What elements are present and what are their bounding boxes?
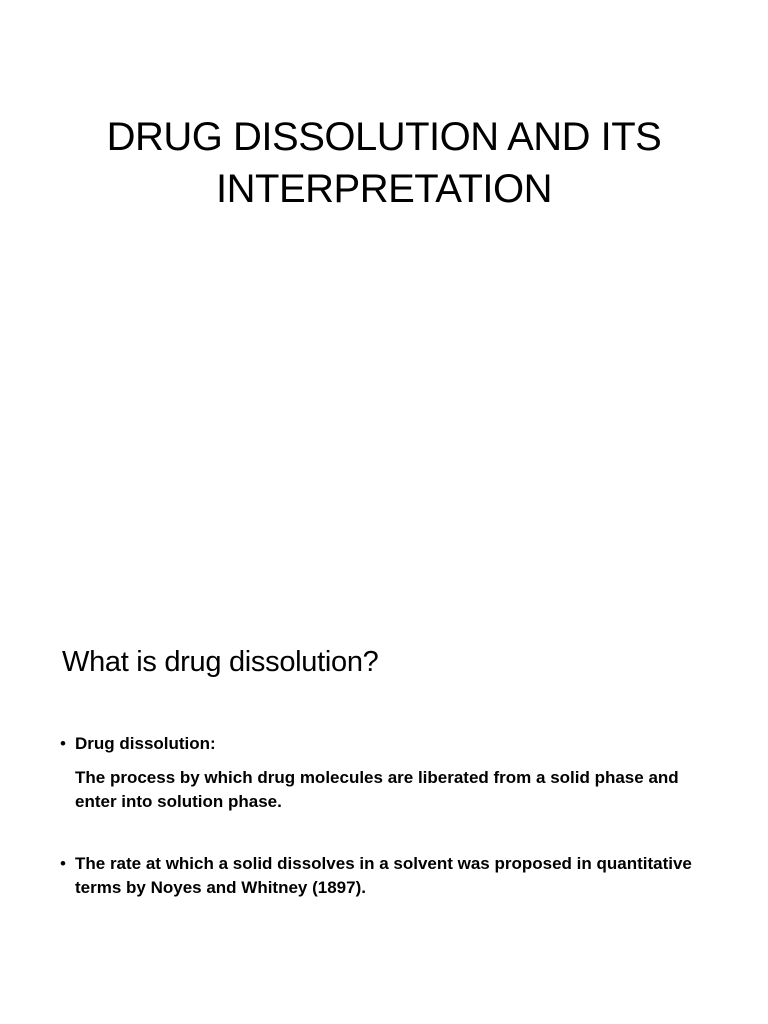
bullet-item-noyes-whitney <box>58 852 698 900</box>
bullet-list <box>58 732 698 900</box>
slide-title-line-1: DRUG DISSOLUTION AND ITS <box>106 114 662 159</box>
slide-title <box>60 111 708 215</box>
bullet-label: Drug dissolution: <box>75 734 216 753</box>
slide-title-line-2: INTERPRETATION <box>216 166 552 211</box>
slide-heading: What is drug dissolution? <box>62 646 379 678</box>
bullet-icon: • <box>60 854 66 873</box>
bullet-description: The process by which drug molecules are liberated from a solid phase and enter into solution phase. <box>75 768 679 811</box>
bullet-item-definition <box>58 732 698 814</box>
bullet-icon: • <box>60 734 66 753</box>
content-slide <box>0 576 768 1024</box>
bullet-text: The rate at which a solid dissolves in a solvent was proposed in quantitative terms by Noyes and Whitney (1897). <box>75 854 692 897</box>
